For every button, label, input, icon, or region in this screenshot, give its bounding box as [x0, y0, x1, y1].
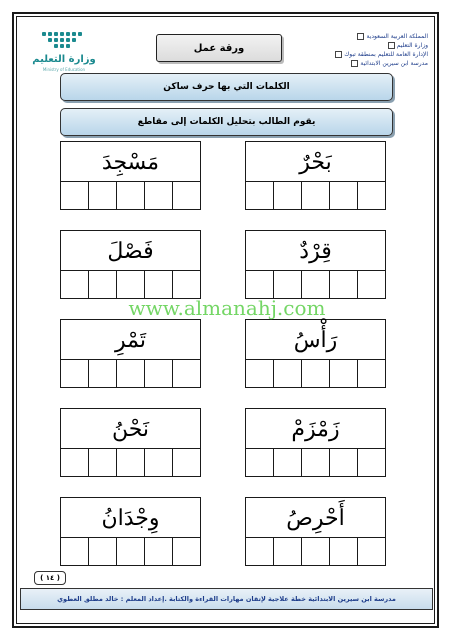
syllable-box[interactable]: [61, 182, 88, 209]
checkbox-icon: [335, 51, 342, 58]
school-info-text: الإدارة العامة للتعليم بمنطقة تبوك: [344, 51, 428, 58]
syllable-box[interactable]: [329, 449, 357, 476]
syllable-grid: [61, 181, 200, 209]
syllable-grid: [61, 448, 200, 476]
word-card: [245, 497, 386, 566]
syllable-box[interactable]: [144, 449, 172, 476]
syllable-box[interactable]: [301, 360, 329, 387]
syllable-box[interactable]: [273, 538, 301, 565]
worksheet-title: ورقة عمل: [156, 34, 282, 62]
card-word: فَصْلَ: [107, 238, 154, 264]
topic-banner: الكلمات التي بها حرف ساكن: [60, 73, 393, 101]
logo-subtext: Ministry of Education: [42, 67, 86, 72]
syllable-box[interactable]: [172, 182, 200, 209]
syllable-box[interactable]: [301, 182, 329, 209]
syllable-grid: [246, 537, 385, 565]
syllable-box[interactable]: [273, 449, 301, 476]
footer-bar: مدرسة ابن سيرين الابتدائية خطة علاجية لإتقان مهارات القراءة والكتابة .إعداد المعلم : خالد مطلق العطوي: [20, 588, 433, 610]
word-card: [245, 230, 386, 299]
syllable-box[interactable]: [357, 271, 385, 298]
syllable-grid: [61, 270, 200, 298]
syllable-box[interactable]: [116, 360, 144, 387]
card-word: بَحْرٌ: [299, 149, 332, 175]
syllable-box[interactable]: [88, 182, 116, 209]
word-card: [245, 408, 386, 477]
syllable-box[interactable]: [301, 449, 329, 476]
school-info-text: مدرسة ابن سيرين الابتدائية: [360, 60, 428, 67]
syllable-box[interactable]: [329, 360, 357, 387]
word-card: [60, 141, 201, 210]
checkbox-icon: [357, 33, 364, 40]
syllable-box[interactable]: [61, 271, 88, 298]
syllable-grid: [246, 359, 385, 387]
card-word: نَحْنُ: [111, 416, 150, 442]
syllable-grid: [246, 270, 385, 298]
school-info-line: [326, 50, 428, 59]
watermark: www.almanahj.com: [128, 296, 326, 320]
syllable-box[interactable]: [301, 538, 329, 565]
syllable-box[interactable]: [172, 271, 200, 298]
syllable-box[interactable]: [329, 538, 357, 565]
word-card: [60, 408, 201, 477]
syllable-box[interactable]: [144, 271, 172, 298]
syllable-box[interactable]: [357, 538, 385, 565]
ministry-logo: [24, 28, 104, 78]
syllable-box[interactable]: [116, 538, 144, 565]
word-card: [245, 319, 386, 388]
card-word: وِجْدَانُ: [101, 505, 160, 531]
syllable-box[interactable]: [357, 360, 385, 387]
checkbox-icon: [388, 42, 395, 49]
syllable-box[interactable]: [116, 449, 144, 476]
word-card: [60, 497, 201, 566]
checkbox-icon: [351, 60, 358, 67]
syllable-box[interactable]: [172, 360, 200, 387]
school-info-text: المملكة العربية السعودية: [366, 33, 428, 40]
syllable-box[interactable]: [357, 182, 385, 209]
syllable-box[interactable]: [329, 271, 357, 298]
syllable-box[interactable]: [246, 360, 273, 387]
card-word: تَمْرِ: [115, 327, 146, 353]
card-word: زَمْزَمْ: [291, 416, 340, 442]
logo-mark-icon: [24, 28, 104, 54]
syllable-box[interactable]: [246, 538, 273, 565]
syllable-grid: [246, 181, 385, 209]
syllable-box[interactable]: [144, 182, 172, 209]
syllable-box[interactable]: [172, 538, 200, 565]
syllable-grid: [61, 359, 200, 387]
syllable-box[interactable]: [61, 449, 88, 476]
syllable-box[interactable]: [61, 360, 88, 387]
word-card: [245, 141, 386, 210]
syllable-box[interactable]: [273, 360, 301, 387]
syllable-box[interactable]: [116, 271, 144, 298]
syllable-box[interactable]: [116, 182, 144, 209]
school-info-text: وزارة التعليم: [396, 42, 428, 49]
school-info-line: [326, 41, 428, 50]
syllable-box[interactable]: [246, 449, 273, 476]
card-word: رَأْسُ: [293, 327, 338, 353]
syllable-box[interactable]: [246, 271, 273, 298]
syllable-box[interactable]: [301, 271, 329, 298]
syllable-box[interactable]: [88, 538, 116, 565]
syllable-grid: [61, 537, 200, 565]
syllable-box[interactable]: [88, 271, 116, 298]
syllable-box[interactable]: [246, 182, 273, 209]
syllable-grid: [246, 448, 385, 476]
school-info-line: [326, 32, 428, 41]
logo-text: وزارة التعليم: [32, 54, 96, 65]
instruction-banner: يقوم الطالب بتحليل الكلمات إلى مقاطع: [60, 108, 393, 136]
syllable-box[interactable]: [88, 360, 116, 387]
syllable-box[interactable]: [357, 449, 385, 476]
word-card: [60, 319, 201, 388]
syllable-box[interactable]: [88, 449, 116, 476]
syllable-box[interactable]: [144, 360, 172, 387]
word-card: [60, 230, 201, 299]
school-info: [326, 32, 428, 68]
syllable-box[interactable]: [273, 182, 301, 209]
syllable-box[interactable]: [273, 271, 301, 298]
syllable-box[interactable]: [144, 538, 172, 565]
card-word: أَحْرِصُ: [286, 505, 345, 531]
school-info-line: [326, 59, 428, 68]
card-word: مَسْجِدَ: [101, 149, 160, 175]
page-number: ( ١٤ ): [34, 571, 66, 585]
syllable-box[interactable]: [172, 449, 200, 476]
syllable-box[interactable]: [61, 538, 88, 565]
card-word: قِرْدٌ: [299, 238, 332, 264]
syllable-box[interactable]: [329, 182, 357, 209]
